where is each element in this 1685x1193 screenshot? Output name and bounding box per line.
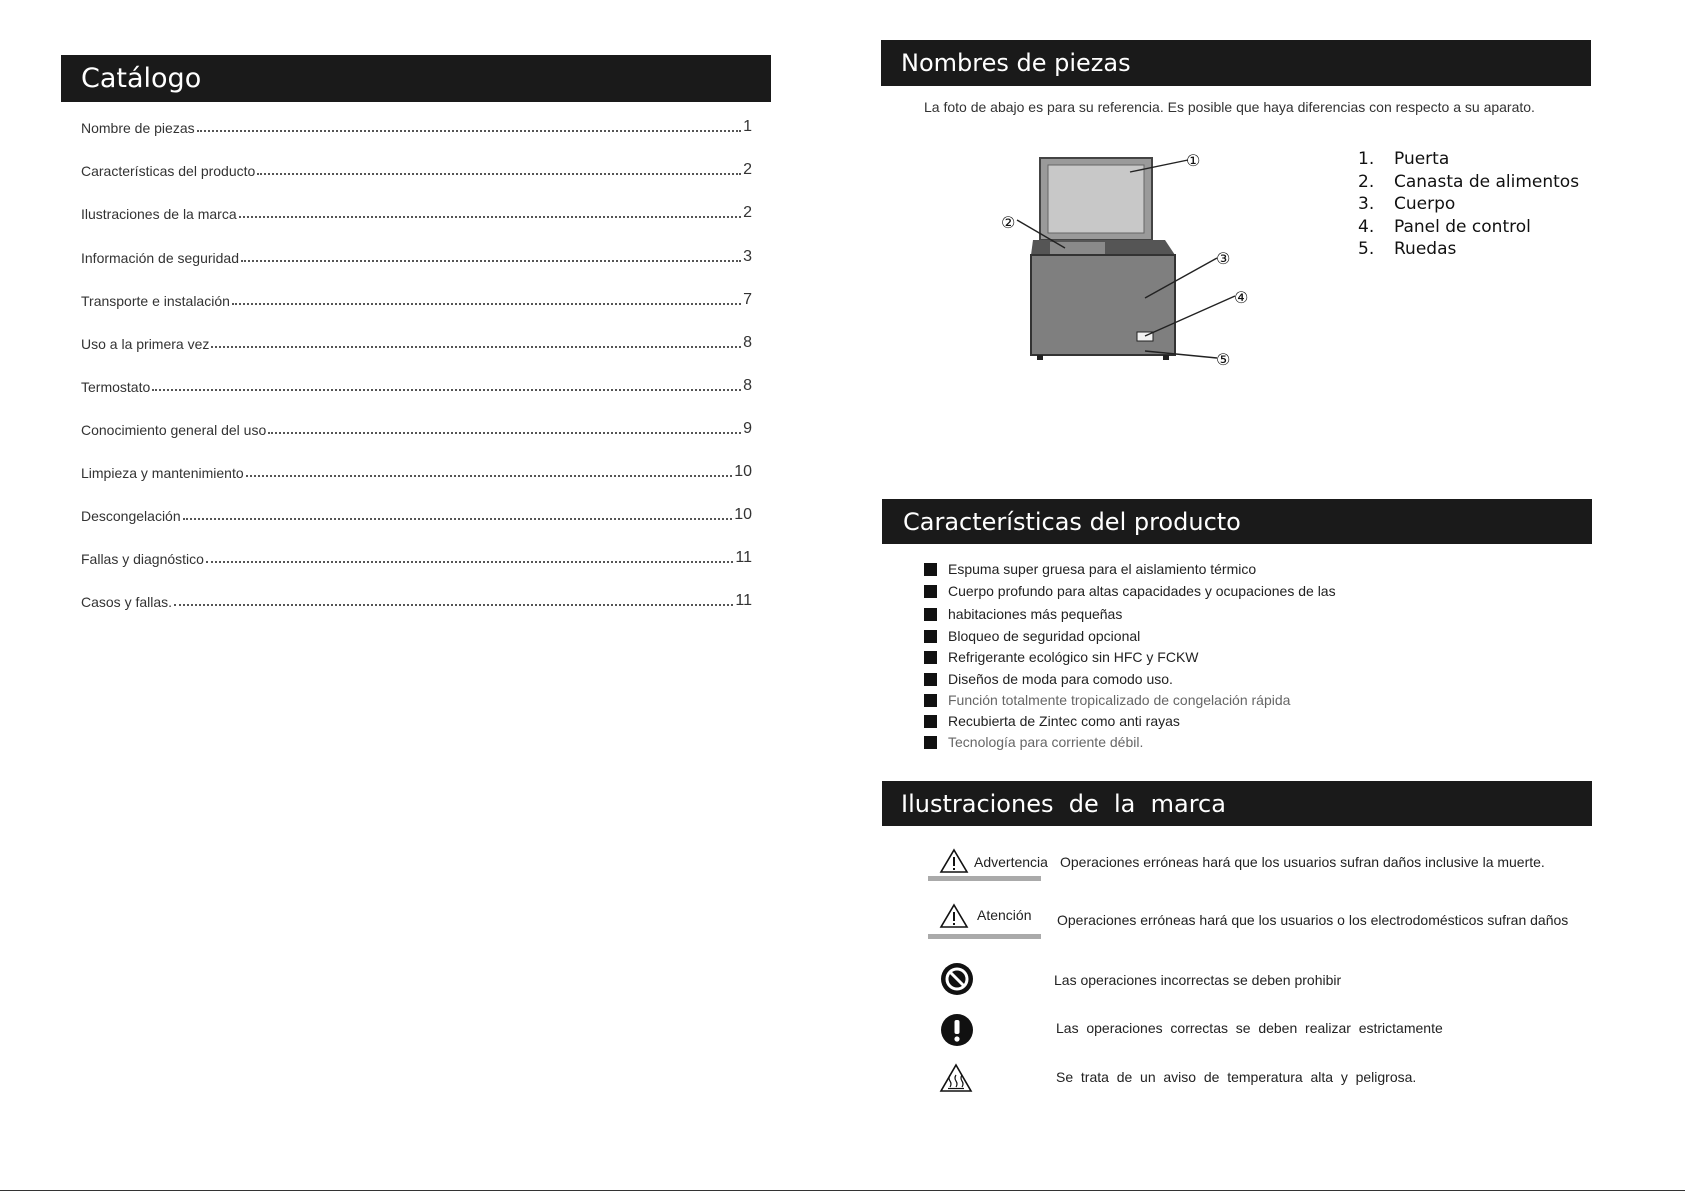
bullet-square-icon [924, 563, 937, 576]
page-bottom-rule [0, 1190, 1685, 1191]
toc-entry-label: Termostato [81, 379, 151, 395]
feature-item [924, 690, 1290, 710]
feature-text: Función totalmente tropicalizado de congelación rápida [948, 692, 1291, 708]
parts-list-number: 5. [1358, 239, 1375, 260]
toc-dot-leader [239, 215, 741, 218]
feature-text: Cuerpo profundo para altas capacidades y ocupaciones de las [948, 583, 1336, 599]
toc-entry-label: Ilustraciones de la marca [81, 206, 237, 222]
callout-2: ② [1001, 213, 1016, 232]
toc-entry-label: Información de seguridad [81, 250, 239, 266]
feature-item [924, 711, 1180, 731]
toc-entry-label: Fallas y diagnóstico [81, 551, 204, 567]
feature-text: Bloqueo de seguridad opcional [948, 628, 1141, 644]
toc-entry-page: 8 [743, 334, 752, 351]
toc-entry-label: Conocimiento general del uso [81, 422, 267, 438]
toc-entry-page: 7 [743, 291, 752, 308]
toc-entry-page: 2 [743, 161, 752, 178]
feature-text: habitaciones más pequeñas [948, 606, 1123, 622]
toc-dot-leader [246, 474, 733, 477]
warning-label: Advertencia [974, 854, 1048, 870]
toc-entry-label: Uso a la primera vez [81, 336, 210, 352]
toc-entry-label: Descongelación [81, 508, 181, 524]
catalog-header [61, 55, 771, 102]
toc-entry [81, 459, 752, 481]
toc-entry-page: 2 [743, 204, 752, 221]
feature-text: Espuma super gruesa para el aislamiento térmico [948, 561, 1257, 577]
features-header [882, 499, 1592, 544]
hot-surface-icon [939, 1063, 973, 1093]
parts-list-number: 1. [1358, 149, 1375, 170]
callout-4: ④ [1234, 288, 1249, 307]
bullet-square-icon [924, 585, 937, 598]
toc-dot-leader [183, 517, 733, 520]
toc-dot-leader [257, 172, 741, 175]
catalog-title: Catálogo [81, 63, 202, 94]
toc-entry-page: 11 [735, 549, 752, 566]
toc-entry [81, 373, 752, 395]
toc-entry-page: 8 [743, 377, 752, 394]
feature-item [924, 626, 1140, 646]
warning-description: Operaciones erróneas hará que los usuarios sufran daños inclusive la muerte. [1060, 854, 1545, 870]
parts-list-item [1358, 171, 1579, 194]
parts-reference-note: La foto de abajo es para su referencia. Es posible que haya diferencias con respecto a su aparato. [924, 99, 1535, 115]
toc-dot-leader [152, 388, 741, 391]
toc-entry [81, 502, 752, 524]
warning-triangle-icon [939, 848, 969, 874]
parts-list-number: 2. [1358, 171, 1375, 192]
attention-underline [928, 934, 1041, 939]
marca-title: Ilustraciones de la marca [901, 789, 1226, 818]
feature-item [924, 581, 1336, 601]
toc-entry-page: 3 [743, 248, 752, 265]
attention-description: Operaciones erróneas hará que los usuarios o los electrodomésticos sufran daños [1057, 912, 1569, 928]
feature-item [924, 559, 1256, 579]
freezer-lid-inner [1048, 165, 1144, 233]
bullet-square-icon [924, 694, 937, 707]
toc-entry [81, 200, 752, 222]
callout-3: ③ [1216, 249, 1231, 268]
prohibit-description: Las operaciones incorrectas se deben prohibir [1054, 972, 1342, 988]
toc-entry [81, 330, 752, 352]
marca-header [882, 781, 1592, 826]
toc-entry [81, 157, 752, 179]
attention-label: Atención [977, 907, 1032, 923]
toc-entry [81, 416, 752, 438]
toc-dot-leader [197, 129, 741, 132]
feature-text: Recubierta de Zintec como anti rayas [948, 713, 1180, 729]
feature-item [924, 732, 1143, 752]
bullet-square-icon [924, 630, 937, 643]
parts-list-name: Puerta [1394, 149, 1450, 170]
bullet-square-icon [924, 736, 937, 749]
parts-list-item [1358, 193, 1579, 216]
feature-text: Refrigerante ecológico sin HFC y FCKW [948, 649, 1199, 665]
toc-entry-label: Limpieza y mantenimiento [81, 465, 244, 481]
toc-entry [81, 244, 752, 266]
chest-freezer-illustration [995, 150, 1255, 380]
toc-entry-label: Nombre de piezas [81, 120, 195, 136]
feature-item [924, 669, 1173, 689]
parts-list-name: Ruedas [1394, 239, 1457, 260]
parts-list-name: Cuerpo [1394, 194, 1456, 215]
feature-item [924, 647, 1199, 667]
callout-1: ① [1186, 151, 1201, 170]
toc-entry [81, 588, 752, 610]
parts-header [881, 40, 1591, 86]
freezer-wheel [1163, 355, 1169, 360]
parts-list-name: Canasta de alimentos [1394, 171, 1580, 192]
mandatory-description: Las operaciones correctas se deben realizar estrictamente [1056, 1020, 1443, 1036]
bullet-square-icon [924, 608, 937, 621]
bullet-square-icon [924, 673, 937, 686]
bullet-square-icon [924, 651, 937, 664]
parts-title: Nombres de piezas [901, 49, 1131, 77]
toc-entry-page: 10 [734, 506, 752, 523]
mandatory-exclamation-icon [940, 1013, 974, 1047]
hot-description: Se trata de un aviso de temperatura alta y peligrosa. [1056, 1069, 1417, 1085]
toc-entry [81, 545, 752, 567]
toc-entry [81, 114, 752, 136]
feature-text: Tecnología para corriente débil. [948, 734, 1144, 750]
toc-entry-label: Casos y fallas. [81, 594, 173, 610]
bullet-square-icon [924, 715, 937, 728]
toc-entry-page: 1 [743, 118, 752, 135]
warning-underline [928, 876, 1041, 881]
toc-dot-leader [174, 603, 733, 606]
freezer-wheel [1037, 355, 1043, 360]
toc-dot-leader [268, 431, 741, 434]
toc-entry-label: Características del producto [81, 163, 256, 179]
parts-list-number: 3. [1358, 194, 1375, 215]
parts-list [1358, 148, 1579, 261]
callout-5: ⑤ [1216, 350, 1231, 369]
toc-dot-leader [211, 345, 741, 348]
parts-list-number: 4. [1358, 216, 1375, 237]
toc-entry-page: 10 [734, 463, 752, 480]
prohibit-icon [940, 962, 974, 996]
feature-text: Diseños de moda para comodo uso. [948, 671, 1173, 687]
attention-triangle-icon [939, 903, 969, 929]
toc-entry [81, 287, 752, 309]
toc-entry-page: 9 [743, 420, 752, 437]
toc-dot-leader [206, 560, 733, 563]
toc-dot-leader [232, 302, 741, 305]
toc-entry-page: 11 [735, 592, 752, 609]
features-title: Características del producto [903, 507, 1241, 536]
parts-list-item [1358, 216, 1579, 239]
parts-list-item [1358, 238, 1579, 261]
toc-dot-leader [241, 259, 741, 262]
parts-list-name: Panel de control [1394, 216, 1531, 237]
parts-list-item [1358, 148, 1579, 171]
feature-item [924, 604, 1122, 624]
toc-entry-label: Transporte e instalación [81, 293, 230, 309]
